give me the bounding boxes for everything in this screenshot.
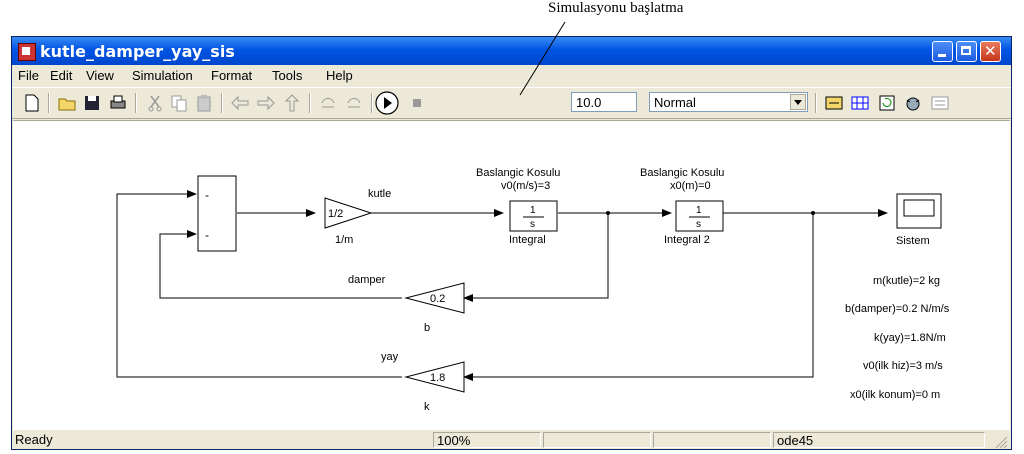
menu-format[interactable]: Format (211, 68, 253, 83)
maximize-button[interactable] (956, 41, 977, 62)
menu-bar (12, 66, 1011, 86)
paste-icon[interactable] (194, 93, 214, 113)
integrator-2-denominator: s (696, 219, 701, 230)
spring-gain-top-label: yay (381, 351, 399, 363)
play-icon[interactable] (375, 91, 399, 115)
integrator-2-bottom-label: Integral 2 (664, 234, 710, 246)
debug-icon[interactable] (903, 93, 923, 113)
open-icon[interactable] (57, 93, 77, 113)
mass-gain-bottom-label: 1/m (335, 234, 354, 246)
toolbar (12, 87, 1011, 119)
menu-view[interactable]: View (86, 68, 114, 83)
save-icon[interactable] (82, 93, 102, 113)
integrator-1-denominator: s (530, 219, 535, 230)
resize-grip-icon[interactable] (994, 435, 1008, 449)
minimize-button[interactable] (932, 41, 953, 62)
library-icon[interactable] (850, 93, 870, 113)
param-initial-position: x0(ilk konum)=0 m (850, 389, 941, 401)
toolbar-separator (815, 93, 817, 113)
simulation-mode-value: Normal (654, 95, 696, 110)
update-icon[interactable] (877, 93, 897, 113)
back-icon[interactable] (230, 93, 250, 113)
menu-help[interactable]: Help (326, 68, 353, 83)
status-empty-2 (653, 432, 771, 448)
status-bar (12, 431, 1011, 449)
damper-gain-value: 0.2 (430, 293, 446, 305)
param-spring: k(yay)=1.8N/m (874, 332, 946, 344)
integrator-1-block[interactable] (510, 201, 557, 231)
status-zoom: 100% (433, 432, 541, 448)
stop-icon[interactable] (407, 93, 427, 113)
simulink-window (11, 36, 1012, 450)
toolbar-separator (371, 93, 373, 113)
menu-file[interactable]: File (18, 68, 39, 83)
sum-sign-2: - (205, 228, 209, 242)
integrator-2-label-2: x0(m)=0 (670, 180, 711, 192)
stop-time-input[interactable]: 10.0 (571, 92, 637, 112)
param-damper: b(damper)=0.2 N/m/s (845, 303, 950, 315)
damper-gain-top-label: damper (348, 274, 386, 286)
integrator-2-numerator: 1 (696, 205, 702, 216)
status-solver: ode45 (773, 432, 985, 448)
mass-gain-block[interactable] (325, 198, 371, 228)
simulink-app-icon (18, 43, 36, 61)
menu-tools[interactable]: Tools (272, 68, 303, 83)
toolbar-separator (221, 93, 223, 113)
annotation-label: Simulasyonu başlatma (548, 0, 684, 16)
menu-simulation[interactable]: Simulation (132, 68, 193, 83)
menu-edit[interactable]: Edit (50, 68, 73, 83)
integrator-1-numerator: 1 (530, 205, 536, 216)
new-icon[interactable] (22, 93, 42, 113)
integrator-2-label-1: Baslangic Kosulu (640, 167, 725, 179)
build-icon[interactable] (824, 93, 844, 113)
model-browser-icon[interactable] (930, 93, 950, 113)
parameter-notes (845, 275, 950, 401)
close-icon: ✕ (984, 42, 997, 60)
toolbar-separator (48, 93, 50, 113)
param-initial-velocity: v0(ilk hiz)=3 m/s (863, 360, 943, 372)
close-button[interactable] (980, 41, 1001, 62)
integrator-1-label-2: v0(m/s)=3 (501, 180, 551, 192)
model-canvas[interactable] (13, 120, 1010, 430)
toolbar-separator (309, 93, 311, 113)
cut-icon[interactable] (145, 93, 165, 113)
param-mass: m(kutle)=2 kg (873, 275, 940, 287)
window-title: kutle_damper_yay_sis (40, 42, 235, 61)
scope-label: Sistem (896, 235, 930, 247)
toolbar-separator (135, 93, 137, 113)
up-icon[interactable] (282, 93, 302, 113)
integrator-1-label-1: Baslangic Kosulu (476, 167, 561, 179)
scope-block[interactable] (897, 194, 941, 228)
forward-icon[interactable] (256, 93, 276, 113)
sum-block[interactable] (198, 176, 236, 251)
spring-gain-value: 1.8 (430, 372, 446, 384)
damper-gain-block[interactable] (406, 283, 464, 313)
spring-gain-block[interactable] (406, 362, 464, 392)
undo-icon[interactable] (318, 93, 338, 113)
copy-icon[interactable] (169, 93, 189, 113)
redo-icon[interactable] (344, 93, 364, 113)
chevron-down-icon[interactable] (790, 94, 806, 110)
integrator-1-bottom-label: Integral (509, 234, 546, 246)
damper-gain-bottom-label: b (424, 322, 431, 334)
mass-gain-top-label: kutle (368, 188, 392, 200)
status-state: Ready (15, 432, 53, 447)
status-empty-1 (543, 432, 651, 448)
title-bar[interactable] (12, 37, 1011, 65)
simulation-mode-select[interactable] (649, 92, 808, 112)
block-diagram (13, 121, 1010, 431)
sum-sign-1: - (205, 188, 209, 202)
mass-gain-value: 1/2 (328, 208, 344, 220)
integrator-2-block[interactable] (676, 201, 723, 231)
print-icon[interactable] (108, 93, 128, 113)
spring-gain-bottom-label: k (424, 401, 430, 413)
